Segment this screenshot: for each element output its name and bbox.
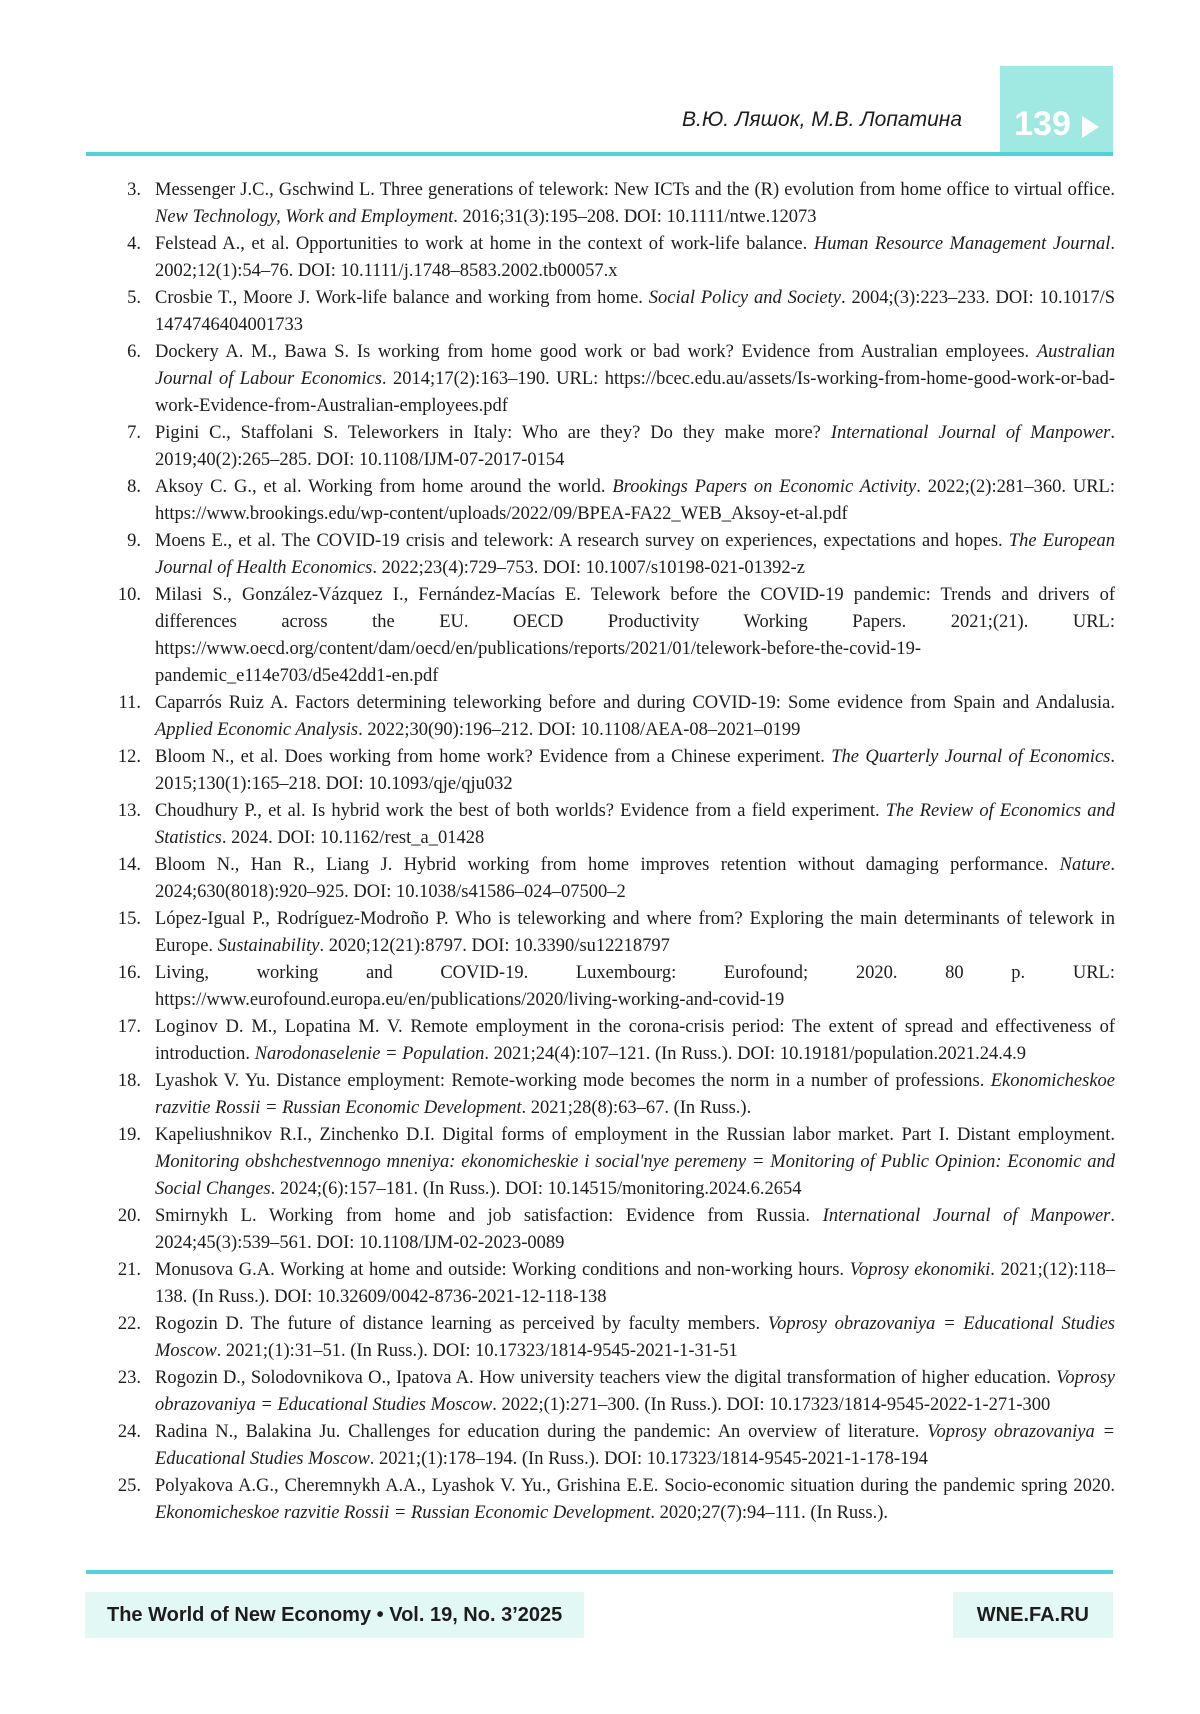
reference-text: Crosbie T., Moore J. Work-life balance and working from home. Social Policy and Society. 2004;(3):223–233. DOI: 10.1017/S 1474746404001733 xyxy=(155,288,1115,335)
reference-number: 24. xyxy=(117,1422,141,1442)
reference-item xyxy=(85,906,1115,960)
reference-number: 22. xyxy=(117,1314,141,1334)
page-number-badge xyxy=(1000,66,1113,152)
reference-number: 14. xyxy=(117,855,141,875)
reference-item xyxy=(85,1473,1115,1527)
reference-number: 18. xyxy=(117,1071,141,1091)
reference-text: Pigini C., Staffolani S. Teleworkers in Italy: Who are they? Do they make more? International Journal of Manpower. 2019;40(2):265–285. DOI: 10.1108/IJM-07-2017-0154 xyxy=(155,423,1115,470)
page-number: 139 xyxy=(1014,105,1071,143)
reference-number: 6. xyxy=(127,342,141,362)
reference-number: 20. xyxy=(117,1206,141,1226)
reference-item xyxy=(85,1257,1115,1311)
reference-item xyxy=(85,1419,1115,1473)
reference-number: 15. xyxy=(117,909,141,929)
reference-item xyxy=(85,528,1115,582)
footer-site xyxy=(953,1592,1113,1638)
reference-item xyxy=(85,1068,1115,1122)
reference-number: 3. xyxy=(127,180,141,200)
reference-text: Rogozin D. The future of distance learning as perceived by faculty members. Voprosy obrazovaniya = Educational Studies Moscow. 2021;(1):31–51. (In Russ.). DOI: 10.17323/1814-9545-2021-1-31-51 xyxy=(155,1314,1115,1361)
reference-text: Bloom N., Han R., Liang J. Hybrid working from home improves retention without damaging performance. Nature. 2024;630(8018):920–925. DOI: 10.1038/s41586–024–07500–2 xyxy=(155,855,1115,902)
reference-item xyxy=(85,474,1115,528)
references-list xyxy=(85,177,1115,1527)
reference-item xyxy=(85,339,1115,420)
arrow-right-icon xyxy=(1082,116,1099,138)
reference-text: Aksoy C. G., et al. Working from home around the world. Brookings Papers on Economic Activity. 2022;(2):281–360. URL: https://www.brookings.edu/wp-content/uploads/2022/09/BPEA-FA22_WEB_Aksoy-et-al.pdf xyxy=(155,477,1115,524)
reference-text: Rogozin D., Solodovnikova O., Ipatova A. How university teachers view the digital transformation of higher education. Voprosy obrazovaniya = Educational Studies Moscow. 2022;(1):271–300. (In Russ.). DOI: 10.17323/1814-9545-2022-1-271-300 xyxy=(155,1368,1115,1415)
header-authors: В.Ю. Ляшок, М.В. Лопатина xyxy=(681,108,962,131)
reference-number: 19. xyxy=(117,1125,141,1145)
reference-text: Moens E., et al. The COVID-19 crisis and telework: A research survey on experiences, expectations and hopes. The European Journal of Health Economics. 2022;23(4):729–753. DOI: 10.1007/s10198-021-01392-z xyxy=(155,531,1115,578)
reference-item xyxy=(85,798,1115,852)
reference-text: Living, working and COVID-19. Luxembourg: Eurofound; 2020. 80 p. URL: https://www.eurofound.europa.eu/en/publications/2020/living-working-and-covid-19 xyxy=(155,963,1115,1010)
reference-text: Messenger J.C., Gschwind L. Three generations of telework: New ICTs and the (R) evolution from home office to virtual office. New Technology, Work and Employment. 2016;31(3):195–208. DOI: 10.1111/ntwe.12073 xyxy=(155,180,1115,227)
reference-text: Bloom N., et al. Does working from home work? Evidence from a Chinese experiment. The Quarterly Journal of Economics. 2015;130(1):165–218. DOI: 10.1093/qje/qju032 xyxy=(155,747,1116,794)
footer-journal-info xyxy=(85,1592,584,1638)
reference-item xyxy=(85,1311,1115,1365)
reference-item xyxy=(85,1014,1115,1068)
header-divider-line xyxy=(86,152,1113,156)
reference-number: 10. xyxy=(117,585,141,605)
reference-text: López-Igual P., Rodríguez-Modroño P. Who is teleworking and where from? Exploring the main determinants of telework in Europe. Sustainability. 2020;12(21):8797. DOI: 10.3390/su12218797 xyxy=(155,909,1115,956)
reference-item xyxy=(85,690,1115,744)
reference-item xyxy=(85,1365,1115,1419)
reference-text: Felstead A., et al. Opportunities to work at home in the context of work-life balance. Human Resource Management Journal. 2002;12(1):54–76. DOI: 10.1111/j.1748–8583.2002.tb00057.x xyxy=(155,234,1115,281)
reference-item xyxy=(85,744,1115,798)
reference-number: 11. xyxy=(118,693,141,713)
reference-item xyxy=(85,285,1115,339)
reference-text: Caparrós Ruiz A. Factors determining teleworking before and during COVID-19: Some evidence from Spain and Andalusia. Applied Economic Analysis. 2022;30(90):196–212. DOI: 10.1108/AEA-08–2021–0199 xyxy=(155,693,1115,740)
reference-item xyxy=(85,582,1115,690)
reference-number: 23. xyxy=(117,1368,141,1388)
reference-number: 5. xyxy=(127,288,141,308)
footer-journal-text: The World of New Economy • Vol. 19, No. 3’2025 xyxy=(107,1603,563,1626)
reference-text: Kapeliushnikov R.I., Zinchenko D.I. Digital forms of employment in the Russian labor market. Part I. Distant employment. Monitoring obshchestvennogo mneniya: ekonomicheskie i social'nye peremeny = Monitoring of Public Opinion: Economic and Social Changes. 2024;(6):157–181. (In Russ.). DOI: 10.14515/monitoring.2024.6.2654 xyxy=(155,1125,1115,1199)
reference-number: 12. xyxy=(117,747,141,767)
reference-number: 8. xyxy=(127,477,141,497)
reference-text: Smirnykh L. Working from home and job satisfaction: Evidence from Russia. International Journal of Manpower. 2024;45(3):539–561. DOI: 10.1108/IJM-02-2023-0089 xyxy=(155,1206,1116,1253)
reference-number: 13. xyxy=(117,801,141,821)
reference-text: Radina N., Balakina Ju. Challenges for education during the pandemic: An overview of literature. Voprosy obrazovaniya = Educational Studies Moscow. 2021;(1):178–194. (In Russ.). DOI: 10.17323/1814-9545-2021-1-178-194 xyxy=(155,1422,1115,1469)
reference-number: 7. xyxy=(127,423,141,443)
reference-number: 17. xyxy=(117,1017,141,1037)
reference-item xyxy=(85,960,1115,1014)
reference-number: 21. xyxy=(117,1260,141,1280)
reference-number: 9. xyxy=(127,531,141,551)
footer-site-text: WNE.FA.RU xyxy=(976,1603,1089,1626)
reference-text: Milasi S., González-Vázquez I., Fernández-Macías E. Telework before the COVID-19 pandemic: Trends and drivers of differences across the EU. OECD Productivity Working Papers. 2021;(21). URL: https://www.oecd.org/content/dam/oecd/en/publications/reports/2021/01/telework-before-the-covid-19-pandemic_e114e703/d5e42dd1-en.pdf xyxy=(155,585,1115,686)
reference-text: Lyashok V. Yu. Distance employment: Remote-working mode becomes the norm in a number of professions. Ekonomicheskoe razvitie Rossii = Russian Economic Development. 2021;28(8):63–67. (In Russ.). xyxy=(155,1071,1115,1118)
reference-item xyxy=(85,231,1115,285)
reference-number: 4. xyxy=(127,234,141,254)
reference-text: Polyakova A.G., Cheremnykh A.A., Lyashok V. Yu., Grishina E.E. Socio-economic situation during the pandemic spring 2020. Ekonomicheskoe razvitie Rossii = Russian Economic Development. 2020;27(7):94–111. (In Russ.). xyxy=(155,1476,1115,1523)
reference-text: Dockery A. M., Bawa S. Is working from home good work or bad work? Evidence from Australian employees. Australian Journal of Labour Economics. 2014;17(2):163–190. URL: https://bcec.edu.au/assets/Is-working-from-home-good-work-or-bad-work-Evidence-from-Australian-employees.pdf xyxy=(155,342,1115,416)
reference-item xyxy=(85,852,1115,906)
reference-item xyxy=(85,420,1115,474)
reference-number: 25. xyxy=(117,1476,141,1496)
reference-number: 16. xyxy=(117,963,141,983)
reference-text: Choudhury P., et al. Is hybrid work the best of both worlds? Evidence from a field experiment. The Review of Economics and Statistics. 2024. DOI: 10.1162/rest_a_01428 xyxy=(155,801,1115,848)
reference-item xyxy=(85,1122,1115,1203)
reference-item xyxy=(85,177,1115,231)
reference-text: Loginov D. M., Lopatina M. V. Remote employment in the corona-crisis period: The extent of spread and effectiveness of introduction. Narodonaselenie = Population. 2021;24(4):107–121. (In Russ.). DOI: 10.19181/population.2021.24.4.9 xyxy=(155,1017,1115,1064)
reference-item xyxy=(85,1203,1115,1257)
reference-text: Monusova G.A. Working at home and outside: Working conditions and non-working hours. Voprosy ekonomiki. 2021;(12):118–138. (In Russ.). DOI: 10.32609/0042-8736-2021-12-118-138 xyxy=(155,1260,1115,1307)
footer-divider-line xyxy=(86,1570,1113,1574)
